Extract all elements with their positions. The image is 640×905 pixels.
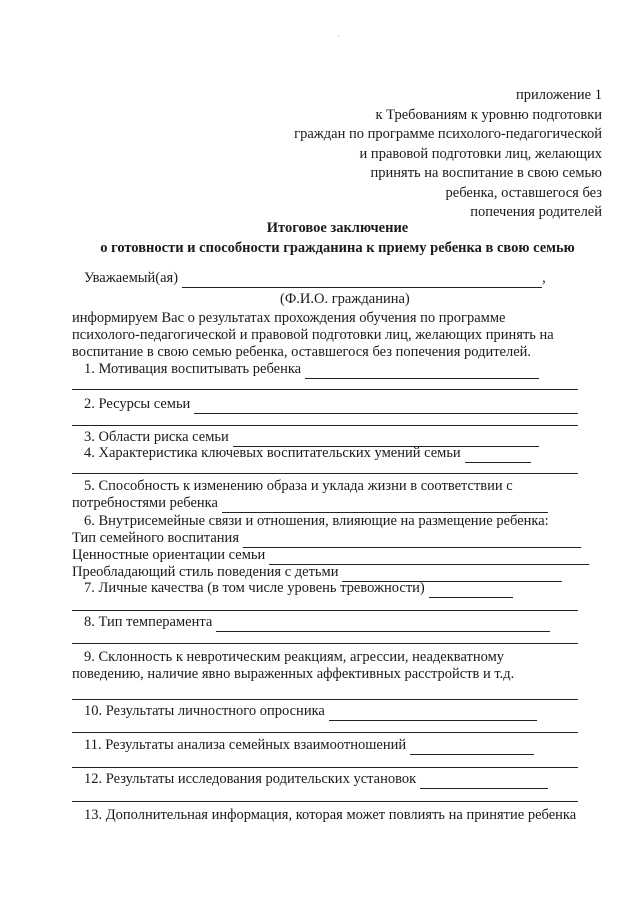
item-neurotic-tendency: 9. Склонность к невротическим реакциям, агрессии, неадекватному [84,649,504,665]
answer-line[interactable] [72,473,578,474]
item-label: 10. Результаты личностного опросника [84,703,325,719]
appendix-line: попечения родителей [470,204,602,220]
intro-line: психолого-педагогической и правовой подготовки лиц, желающих принять на [72,327,554,343]
item-label: 3. Области риска семьи [84,429,229,445]
item-label: 1. Мотивация воспитывать ребенка [84,361,302,377]
item-family-analysis [84,736,534,755]
answer-line[interactable] [72,732,578,733]
salutation-label: Уважаемый(ая) [84,270,179,286]
item-resources [84,395,578,414]
item-adaptability: 5. Способность к изменению образа и уклада жизни в соответствии с [84,478,513,494]
appendix-line: граждан по программе психолого-педагогической [294,126,602,142]
item-family-relations: 6. Внутрисемейные связи и отношения, влияющие на размещение ребенка: [84,513,549,529]
item-label: Ценностные ориентации семьи [72,547,266,563]
intro-line: воспитание в свою семью ребенка, оставшегося без попечения родителей. [72,344,532,360]
document-subtitle: о готовности и способности гражданина к приему ребенка в свою семью [100,240,575,256]
answer-line[interactable] [72,801,578,802]
scan-mark: ' [338,34,340,42]
name-field[interactable] [182,273,542,288]
item-label: 8. Тип темперамента [84,614,213,630]
item-label: Тип семейного воспитания [72,530,239,546]
appendix-line: принять на воспитание в свою семью [370,165,602,181]
parental-attitudes-field[interactable] [420,774,548,789]
motivation-field[interactable] [305,364,539,379]
family-analysis-field[interactable] [410,740,534,755]
item-personality-questionnaire [84,702,537,721]
item-label: 2. Ресурсы семьи [84,396,191,412]
salutation-comma: , [542,270,546,286]
answer-line[interactable] [72,767,578,768]
personal-qualities-field[interactable] [429,583,513,598]
temperament-field[interactable] [216,617,550,632]
appendix-note [294,86,602,223]
answer-line[interactable] [72,610,578,611]
resources-field[interactable] [194,399,578,414]
item-label: потребностями ребенка [72,495,218,511]
answer-line[interactable] [72,389,578,390]
item-label: 4. Характеристика ключевых воспитательских умений семьи [84,445,461,461]
personality-questionnaire-field[interactable] [329,706,537,721]
item-personal-qualities [84,579,513,598]
appendix-line: приложение 1 [516,87,602,103]
item-parenting-skills [84,444,531,463]
item-adaptability-cont [72,494,548,513]
item-additional-info: 13. Дополнительная информация, которая может повлиять на принятие ребенка [84,807,577,823]
item-label: Преобладающий стиль поведения с детьми [72,564,339,580]
item-temperament [84,613,550,632]
name-field-caption: (Ф.И.О. гражданина) [280,291,410,307]
intro-line: информируем Вас о результатах прохождения обучения по программе [72,310,506,326]
appendix-line: ребенка, оставшегося без [445,184,602,201]
appendix-line: к Требованиям к уровню подготовки [375,106,602,123]
item-label: 7. Личные качества (в том числе уровень тревожности) [84,580,425,596]
answer-line[interactable] [72,425,578,426]
document-title: Итоговое заключение [266,220,409,236]
item-motivation [84,360,539,379]
item-label: 12. Результаты исследования родительских установок [84,771,417,787]
answer-line[interactable] [72,699,578,700]
appendix-line: и правовой подготовки лиц, желающих [359,145,602,162]
answer-line[interactable] [72,643,578,644]
item-neurotic-tendency-cont: поведению, наличие явно выраженных аффективных расстройств и т.д. [72,666,515,682]
parenting-skills-field[interactable] [465,448,531,463]
salutation-line [84,269,546,288]
item-label: 11. Результаты анализа семейных взаимоотношений [84,737,407,753]
adaptability-field[interactable] [222,498,548,513]
item-parental-attitudes [84,770,548,789]
